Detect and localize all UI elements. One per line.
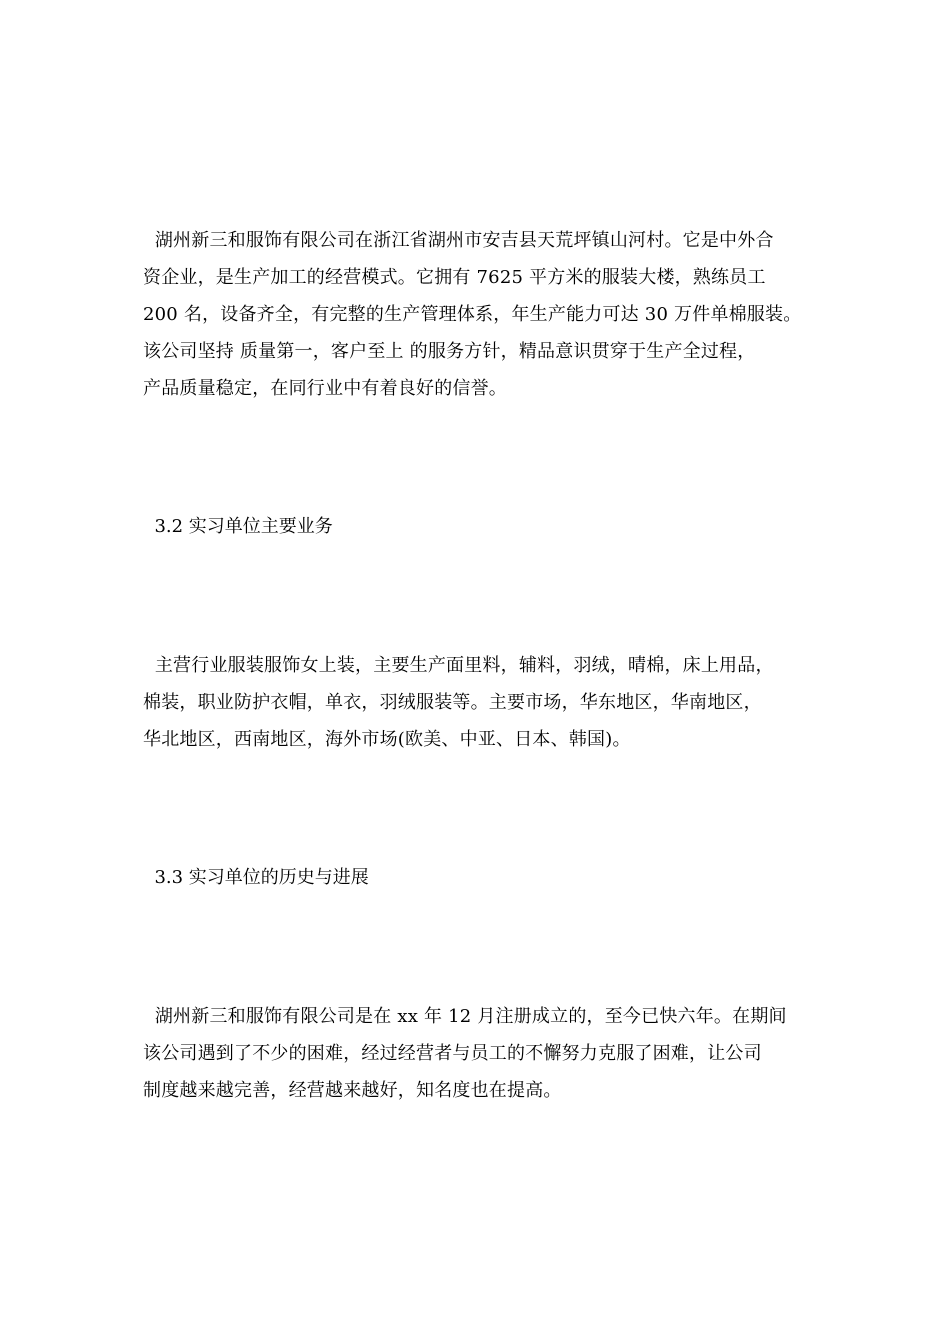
paragraph-line: 该公司坚持 质量第一，客户至上 的服务方针，精品意识贯穿于生产全过程， xyxy=(143,341,756,362)
paragraph-line: 制度越来越完善，经营越来越好，知名度也在提高。 xyxy=(143,1080,562,1101)
paragraph-line: 200 名，设备齐全，有完整的生产管理体系，年生产能力可达 30 万件单棉服装。 xyxy=(143,304,802,325)
paragraph-line: 产品质量稳定，在同行业中有着良好的信誉。 xyxy=(143,378,507,399)
paragraph-line: 该公司遇到了不少的困难，经过经营者与员工的不懈努力克服了困难，让公司 xyxy=(143,1043,762,1064)
section-heading-3-2: 3.2 实习单位主要业务 xyxy=(143,516,333,537)
paragraph-line: 湖州新三和服饰有限公司在浙江省湖州市安吉县天荒坪镇山河村。它是中外合 xyxy=(143,230,774,251)
paragraph-line: 棉装，职业防护衣帽，单衣，羽绒服装等。主要市场，华东地区，华南地区， xyxy=(143,692,762,713)
paragraph-line: 资企业，是生产加工的经营模式。它拥有 7625 平方米的服装大楼，熟练员工 xyxy=(143,267,766,288)
paragraph-line: 湖州新三和服饰有限公司是在 xx 年 12 月注册成立的，至今已快六年。在期间 xyxy=(143,1006,787,1027)
section-heading-3-3: 3.3 实习单位的历史与进展 xyxy=(143,867,369,888)
paragraph-line: 华北地区，西南地区，海外市场(欧美、中亚、日本、韩国)。 xyxy=(143,729,631,750)
paragraph-line: 主营行业服装服饰女上装，主要生产面里料，辅料，羽绒，晴棉，床上用品， xyxy=(143,655,774,676)
